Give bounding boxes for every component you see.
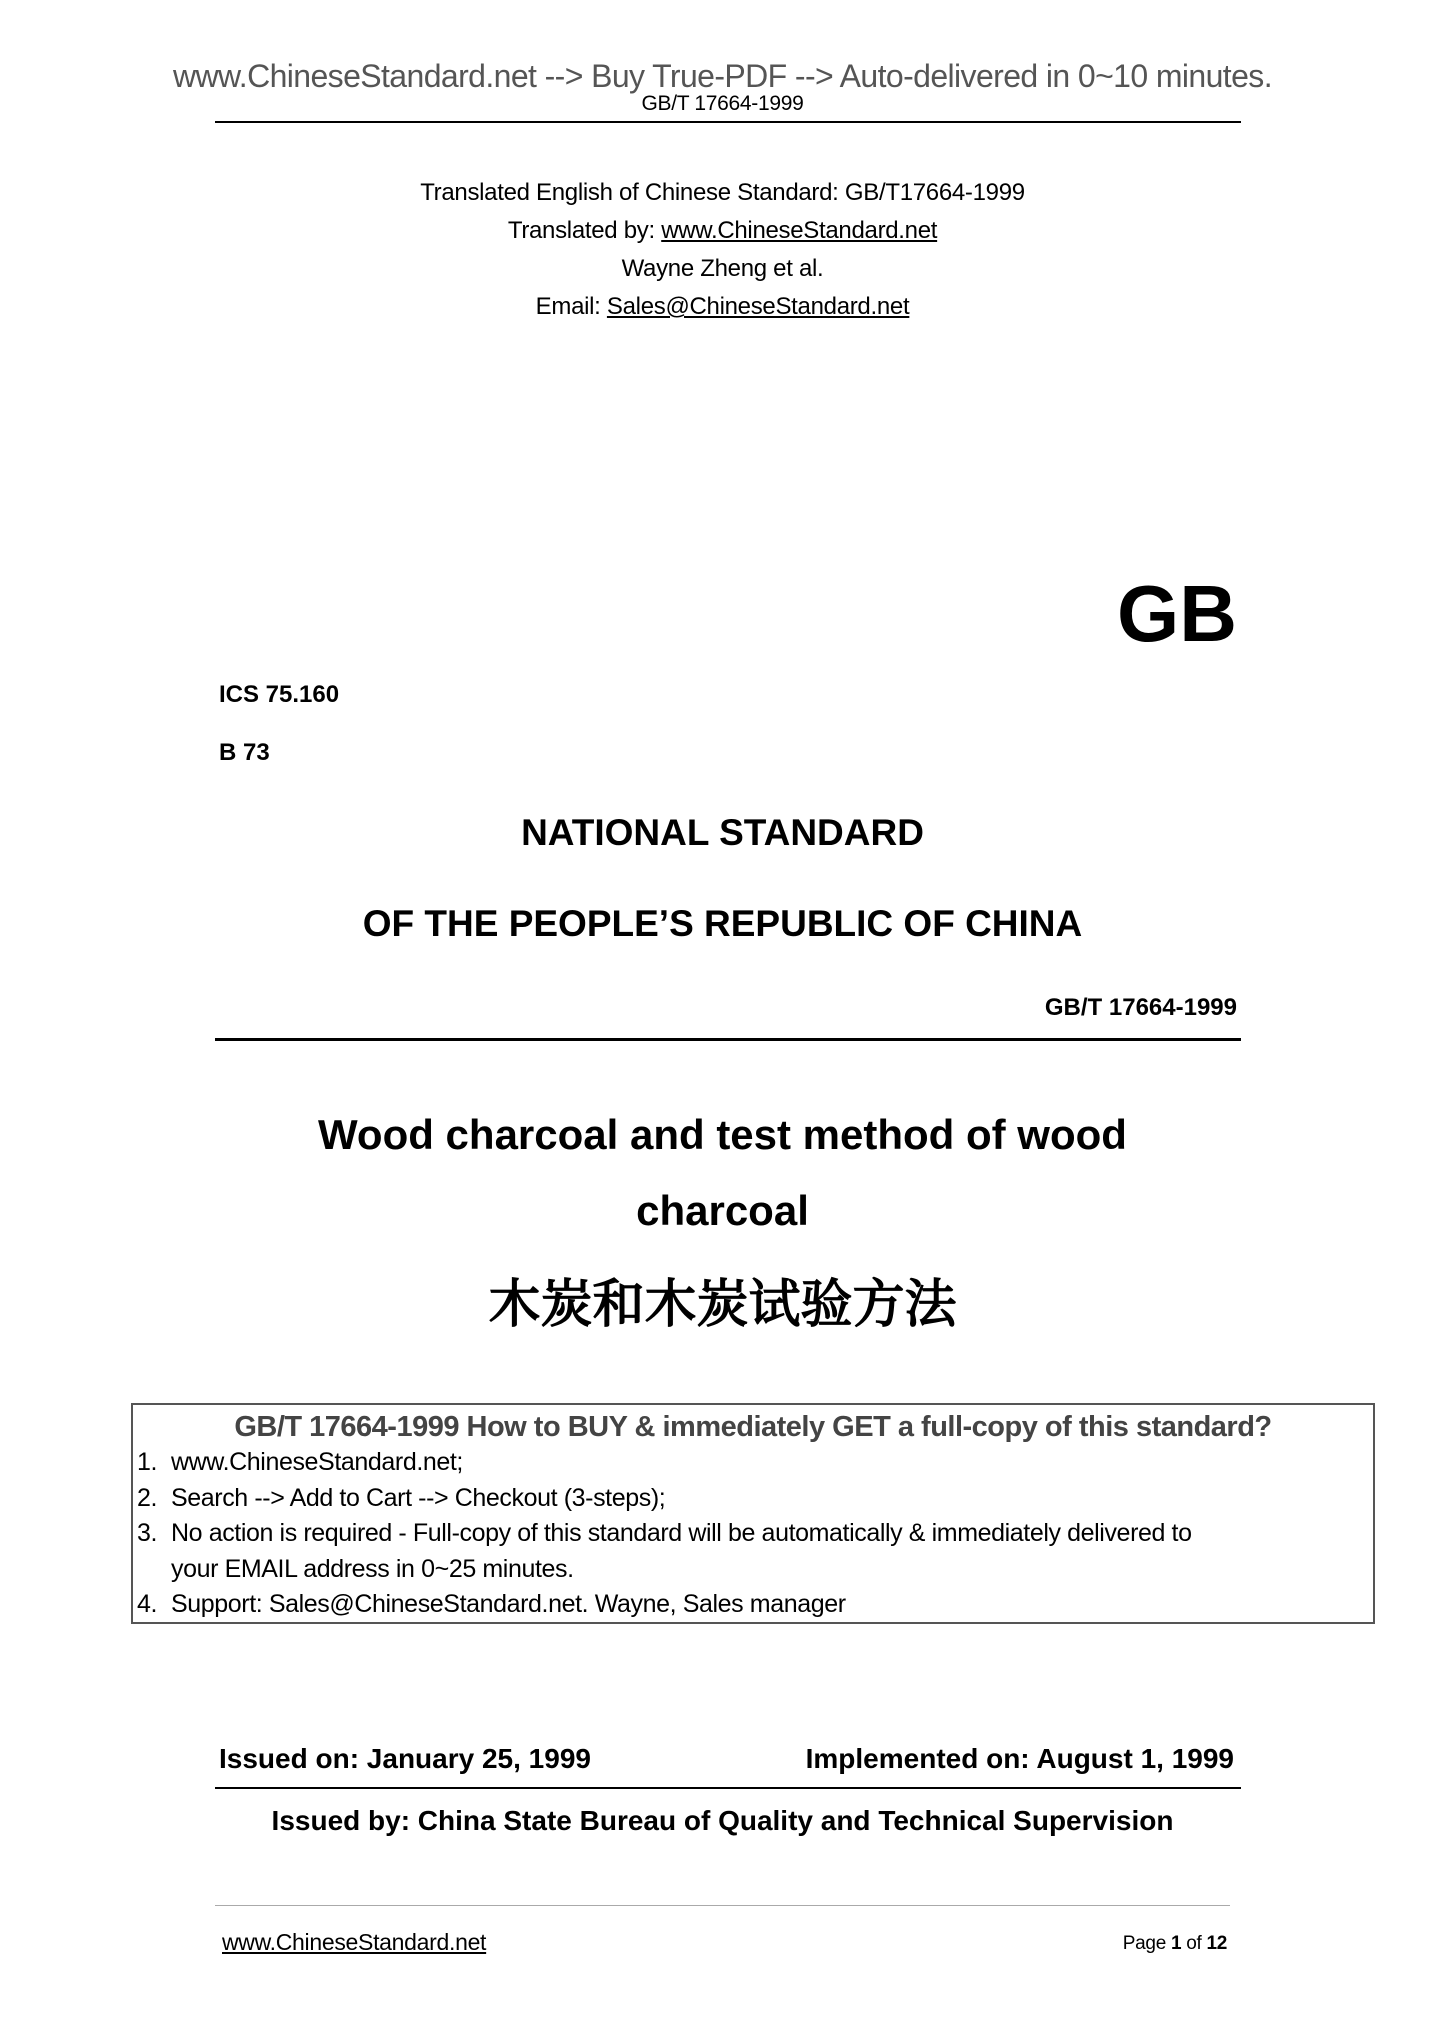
step-number: 2. bbox=[137, 1484, 158, 1512]
gb-logo: GB bbox=[1117, 569, 1237, 658]
footer-site-link[interactable]: www.ChineseStandard.net bbox=[222, 1929, 487, 1955]
buy-box-title: GB/T 17664-1999 How to BUY & immediately GET a full-copy of this standard? bbox=[234, 1411, 1272, 1443]
buy-step-continued bbox=[137, 1555, 574, 1584]
step-text: No action is required - Full-copy of this standard will be automatically & immediately delivered to bbox=[171, 1519, 1192, 1547]
buy-step bbox=[137, 1590, 846, 1619]
step-text: www.ChineseStandard.net; bbox=[171, 1448, 463, 1476]
issued-by: Issued by: China State Bureau of Quality and Technical Supervision bbox=[271, 1805, 1174, 1836]
issued-on: Issued on: January 25, 1999 bbox=[219, 1743, 591, 1774]
email-line bbox=[0, 293, 1445, 321]
dates-rule bbox=[215, 1787, 1241, 1789]
ccs-code: B 73 bbox=[219, 739, 270, 766]
translated-by-line bbox=[0, 217, 1445, 245]
footer-rule bbox=[215, 1905, 1230, 1906]
header-doc-code: GB/T 17664-1999 bbox=[641, 92, 804, 115]
translator-site-link[interactable]: www.ChineseStandard.net bbox=[661, 217, 938, 244]
step-number: 3. bbox=[137, 1519, 158, 1547]
title-chinese: 木炭和木炭试验方法 bbox=[488, 1275, 957, 1335]
step-number: 4. bbox=[137, 1590, 158, 1618]
translated-by-label: Translated by: bbox=[507, 217, 662, 244]
buy-step bbox=[137, 1519, 1192, 1548]
implemented-on: Implemented on: August 1, 1999 bbox=[805, 1743, 1234, 1774]
page-indicator bbox=[1123, 1933, 1227, 1955]
title-rule bbox=[215, 1038, 1241, 1041]
page-of: of bbox=[1181, 1933, 1207, 1954]
title-line-2: charcoal bbox=[636, 1187, 809, 1234]
banner-text: www.ChineseStandard.net --> Buy True-PDF --> Auto-delivered in 0~10 minutes. bbox=[173, 58, 1272, 94]
step-text: your EMAIL address in 0~25 minutes. bbox=[171, 1555, 574, 1583]
page-total: 12 bbox=[1206, 1933, 1227, 1954]
ics-code: ICS 75.160 bbox=[219, 681, 340, 708]
buy-step bbox=[137, 1484, 665, 1513]
buy-step bbox=[137, 1448, 463, 1477]
buy-info-box bbox=[131, 1403, 1375, 1624]
prc-heading: OF THE PEOPLE’S REPUBLIC OF CHINA bbox=[362, 903, 1083, 944]
step-number: 1. bbox=[137, 1448, 158, 1476]
translation-line: Translated English of Chinese Standard: GB/T17664-1999 bbox=[420, 179, 1025, 206]
email-link[interactable]: Sales@ChineseStandard.net bbox=[606, 293, 910, 320]
page-label: Page bbox=[1122, 1933, 1171, 1954]
page-current: 1 bbox=[1170, 1933, 1182, 1954]
national-standard-heading: NATIONAL STANDARD bbox=[521, 812, 924, 853]
translator-name: Wayne Zheng et al. bbox=[621, 255, 824, 282]
step-text: Support: Sales@ChineseStandard.net. Wayne, Sales manager bbox=[171, 1590, 846, 1618]
email-label: Email: bbox=[535, 293, 607, 320]
header-rule bbox=[215, 121, 1241, 123]
standard-number: GB/T 17664-1999 bbox=[1044, 994, 1237, 1021]
title-line-1: Wood charcoal and test method of wood bbox=[318, 1111, 1127, 1158]
step-text: Search --> Add to Cart --> Checkout (3-steps); bbox=[171, 1484, 666, 1512]
